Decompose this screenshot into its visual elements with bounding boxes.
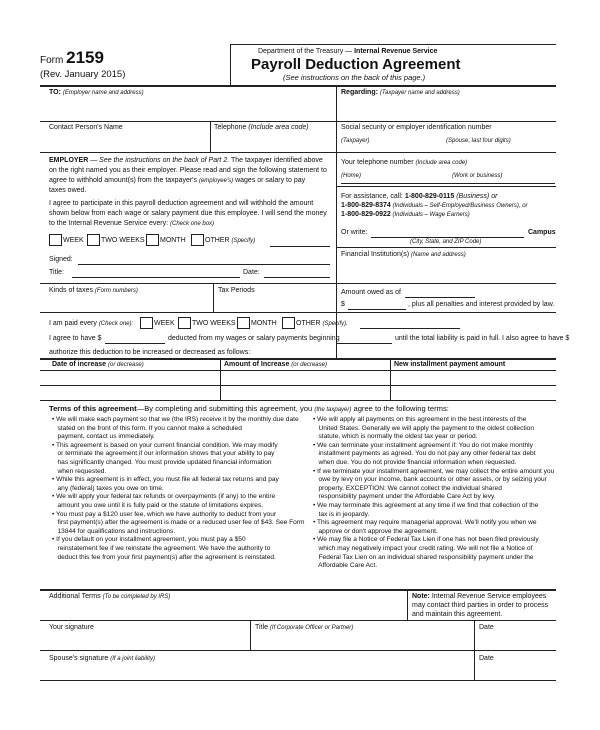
employer-other-label: OTHER (Specify) [205, 237, 256, 244]
your-telephone-label: Your telephone number (Include area code) [341, 159, 468, 166]
agree-beginning-label: deducted from my wages or salary payments beginning [168, 335, 340, 342]
terms-line: installment payments as agreed. You do not pay any other federal tax debt [313, 450, 536, 458]
ssn-label: Social security or employer identification number [341, 124, 492, 131]
city-state-zip-label: (City, State, and ZIP Code) [410, 239, 482, 245]
terms-line: • We will apply all payments on this agreement in the best interests of the [313, 416, 527, 423]
employer-month-label: MONTH [160, 237, 186, 244]
assistance-line-3: 1-800-829-0922 (Individuals – Wage Earners) [341, 211, 470, 218]
employer-line-7: to the Internal Revenue Service every: (Check one box) [49, 220, 215, 227]
terms-line: first payment(s) after the agreement is made or a reduced user fee of $43. See Form [52, 519, 305, 527]
page-title: Payroll Deduction Agreement [251, 56, 461, 73]
terms-line: • This agreement is based on your current financial condition. We may modify [52, 441, 278, 449]
paid-month-checkbox[interactable] [237, 317, 250, 329]
terms-line: 13844 for qualifications and instructions. [52, 527, 176, 535]
table-header-amount: Amount of Increase (or decrease) [224, 361, 327, 368]
terms-line: payment, contact us immediately. [52, 433, 155, 441]
beginning-date-field[interactable] [336, 343, 392, 344]
kinds-of-taxes-label: Kinds of taxes (Form numbers) [49, 287, 138, 294]
or-write-label: Or write: [341, 229, 368, 236]
employer-week-checkbox[interactable] [49, 234, 62, 246]
ssn-taxpayer-label: (Taxpayer) [341, 138, 370, 144]
page-subtitle: (See instructions on the back of this page.) [283, 73, 426, 82]
spouse-signature-label: Spouse's signature (If a joint liability) [49, 655, 155, 662]
financial-institution-label: Financial Institution(s) (Name and address) [341, 251, 466, 258]
dollar-sign: $ [341, 301, 345, 308]
table-header-new-payment: New installment payment amount [394, 361, 506, 368]
home-phone-field[interactable] [341, 183, 555, 184]
work-phone-label: (Work or business) [452, 173, 503, 179]
department-line: Department of the Treasury — Internal Revenue Service [258, 48, 438, 55]
terms-line: statute, which is normally the oldest tax year or period. [313, 433, 478, 441]
employer-date-label: Date: [243, 269, 260, 276]
form-label: Form 2159 [40, 48, 104, 67]
terms-line: • We will make each payment so that we (the IRS) receive it by the monthly due date [52, 416, 299, 423]
agree-liability-text: until the total liability is paid in full. I also agree to have $ [395, 335, 570, 342]
terms-line: • While this agreement is in effect, you must file all federal tax returns and pay [52, 476, 279, 484]
terms-line: or terminate the agreement if our information shows that your ability to pay [52, 450, 275, 458]
employer-two-weeks-checkbox[interactable] [87, 234, 100, 246]
terms-line: United States. Generally we will apply the payment to the oldest collection [313, 424, 535, 432]
telephone-label: Telephone (Include area code) [214, 124, 309, 131]
paid-every-label: I am paid every (Check one): [49, 320, 134, 327]
title-officer-label: Title (If Corporate Officer or Partner) [255, 624, 354, 631]
employer-title-label: Title: [49, 269, 64, 276]
terms-line: reinstatement fee if we reinstate the agreement. We have the authority to [52, 544, 271, 552]
amount-owed-field[interactable] [348, 309, 406, 310]
paid-week-checkbox[interactable] [140, 317, 153, 329]
date-label-2: Date [479, 655, 494, 662]
terms-line: • We may terminate this agreement at any time if we find that collection of the [313, 501, 539, 509]
terms-line: when due. You do not provide financial information when requested. [313, 458, 517, 466]
tax-periods-label: Tax Periods [218, 287, 255, 294]
terms-line: • We may file a Notice of Federal Tax Lien if one has not been filed previously [313, 536, 539, 544]
penalties-text: , plus all penalties and interest provided by law. [408, 301, 555, 308]
employer-other-specify-field[interactable] [270, 246, 330, 247]
assistance-line-1: For assistance, call: 1-800-829-0115 (Business) or [341, 193, 498, 200]
terms-line: amount you owe until it is fully paid or the statute of limitations expires. [52, 501, 264, 509]
paid-two-weeks-checkbox[interactable] [178, 317, 191, 329]
employer-month-checkbox[interactable] [146, 234, 159, 246]
campus-field[interactable] [371, 237, 524, 238]
terms-line: stated on the front of this form. If you cannot make a scheduled [52, 424, 242, 432]
agree-amount-label: I agree to have $ [49, 335, 102, 342]
terms-line: any (federal) taxes you owe on time. [52, 484, 164, 492]
employer-title-field[interactable] [72, 277, 240, 278]
employer-line-3: agree to withhold amount(s) from the taxpayer's (employee's) wages or salary to pay [49, 177, 306, 184]
terms-line: when requested. [52, 467, 107, 475]
employer-signature-field[interactable] [78, 264, 330, 265]
ssn-spouse-label: (Spouse, last four digits) [446, 138, 511, 144]
additional-terms-label: Additional Terms (To be completed by IRS) [49, 593, 171, 600]
terms-line: property. EXCEPTION: We cannot collect the individual shared [313, 484, 502, 492]
deduction-amount-field[interactable] [105, 343, 165, 344]
signed-label: Signed: [49, 256, 73, 263]
terms-line: owe by levy on your income, bank accounts or other assets, or by seizing your [313, 476, 547, 484]
paid-other-checkbox[interactable] [282, 317, 295, 329]
terms-line: • You must pay a $120 user fee, which we have authority to deduct from your [52, 510, 277, 518]
employer-line-2: on the right named you as their employer. Please read and sign the following statement to [49, 167, 327, 174]
terms-line: • If you default on your installment agreement, you must pay a $50 [52, 536, 246, 544]
terms-line: • We can terminate your installment agreement if: You do not make monthly [313, 441, 533, 449]
paid-week-label: WEEK [154, 320, 175, 327]
employer-date-field[interactable] [264, 277, 330, 278]
note-line-1: Note: Internal Revenue Service employees [412, 593, 547, 600]
terms-line: tax is in jeopardy. [313, 510, 370, 518]
terms-left-column [52, 416, 307, 562]
terms-line: deduct this fee from your first payment(s) after the agreement is reinstated. [52, 553, 276, 561]
paid-two-weeks-label: TWO WEEKS [192, 320, 236, 327]
assistance-line-2: 1-800-829-8374 (Individuals – Self-Employed/Business Owners), or [341, 202, 528, 209]
note-line-2: may contact third parties in order to process [412, 602, 549, 609]
terms-line: Federal Tax Lien on an individual shared responsibility payment under the [313, 553, 534, 561]
paid-month-label: MONTH [251, 320, 277, 327]
employer-line-4: taxes owed. [49, 187, 87, 194]
terms-line: Affordable Care Act. [313, 562, 378, 570]
date-label-1: Date [479, 624, 494, 631]
terms-right-column [313, 416, 558, 571]
revision-date: (Rev. January 2015) [40, 69, 126, 80]
employer-line-6: shown below from each wage or salary payment due this employee. I will send the money [49, 210, 327, 217]
home-phone-label: (Home) [341, 173, 362, 179]
regarding-label: Regarding: (Taxpayer name and address) [341, 89, 460, 96]
employer-other-checkbox[interactable] [191, 234, 204, 246]
amount-owed-date-field[interactable] [405, 297, 475, 298]
campus-label: Campus [528, 229, 556, 236]
terms-line: • This agreement may require managerial approval. We'll notify you when we [313, 519, 537, 527]
employer-two-weeks-label: TWO WEEKS [101, 237, 145, 244]
form-number: 2159 [66, 48, 104, 67]
terms-line: • We will apply your federal tax refunds or overpayments (if any) to the entire [52, 493, 276, 501]
your-signature-label: Your signature [49, 624, 94, 631]
paid-other-label: OTHER (Specify). [296, 320, 348, 327]
terms-line: has significantly changed. You must provide updated financial information [52, 458, 272, 466]
terms-line: responsibility payment under the Affordable Care Act by levy. [313, 493, 496, 501]
employer-line-1: EMPLOYER — See the instructions on the back of Part 2. The taxpayer identified above [49, 157, 323, 164]
note-line-3: and maintain this agreement. [412, 611, 503, 618]
agree-authorize-text: authorize this deduction to be increased or decreased as follows: [49, 349, 251, 356]
employer-line-5: I agree to participate in this payroll deduction agreement and will withhold the amount [49, 200, 314, 207]
to-label: TO: (Employer name and address) [49, 89, 144, 96]
table-header-date: Date of increase (or decrease) [52, 361, 144, 368]
terms-line: which may negatively impact your credit rating. We will not file a Notice of [313, 544, 533, 552]
terms-line: approve or don't approve the agreement. [313, 527, 438, 535]
paid-other-specify-field[interactable] [360, 328, 460, 329]
amount-owed-label: Amount owed as of [341, 289, 401, 296]
terms-heading: Terms of this agreement—By completing and submitting this agreement, you (the taxpayer) agree to the following terms: [49, 404, 449, 413]
terms-line: • If we terminate your installment agreement, we may collect the entire amount you [313, 467, 555, 475]
employer-week-label: WEEK [63, 237, 84, 244]
contact-person-label: Contact Person's Name [49, 124, 123, 131]
